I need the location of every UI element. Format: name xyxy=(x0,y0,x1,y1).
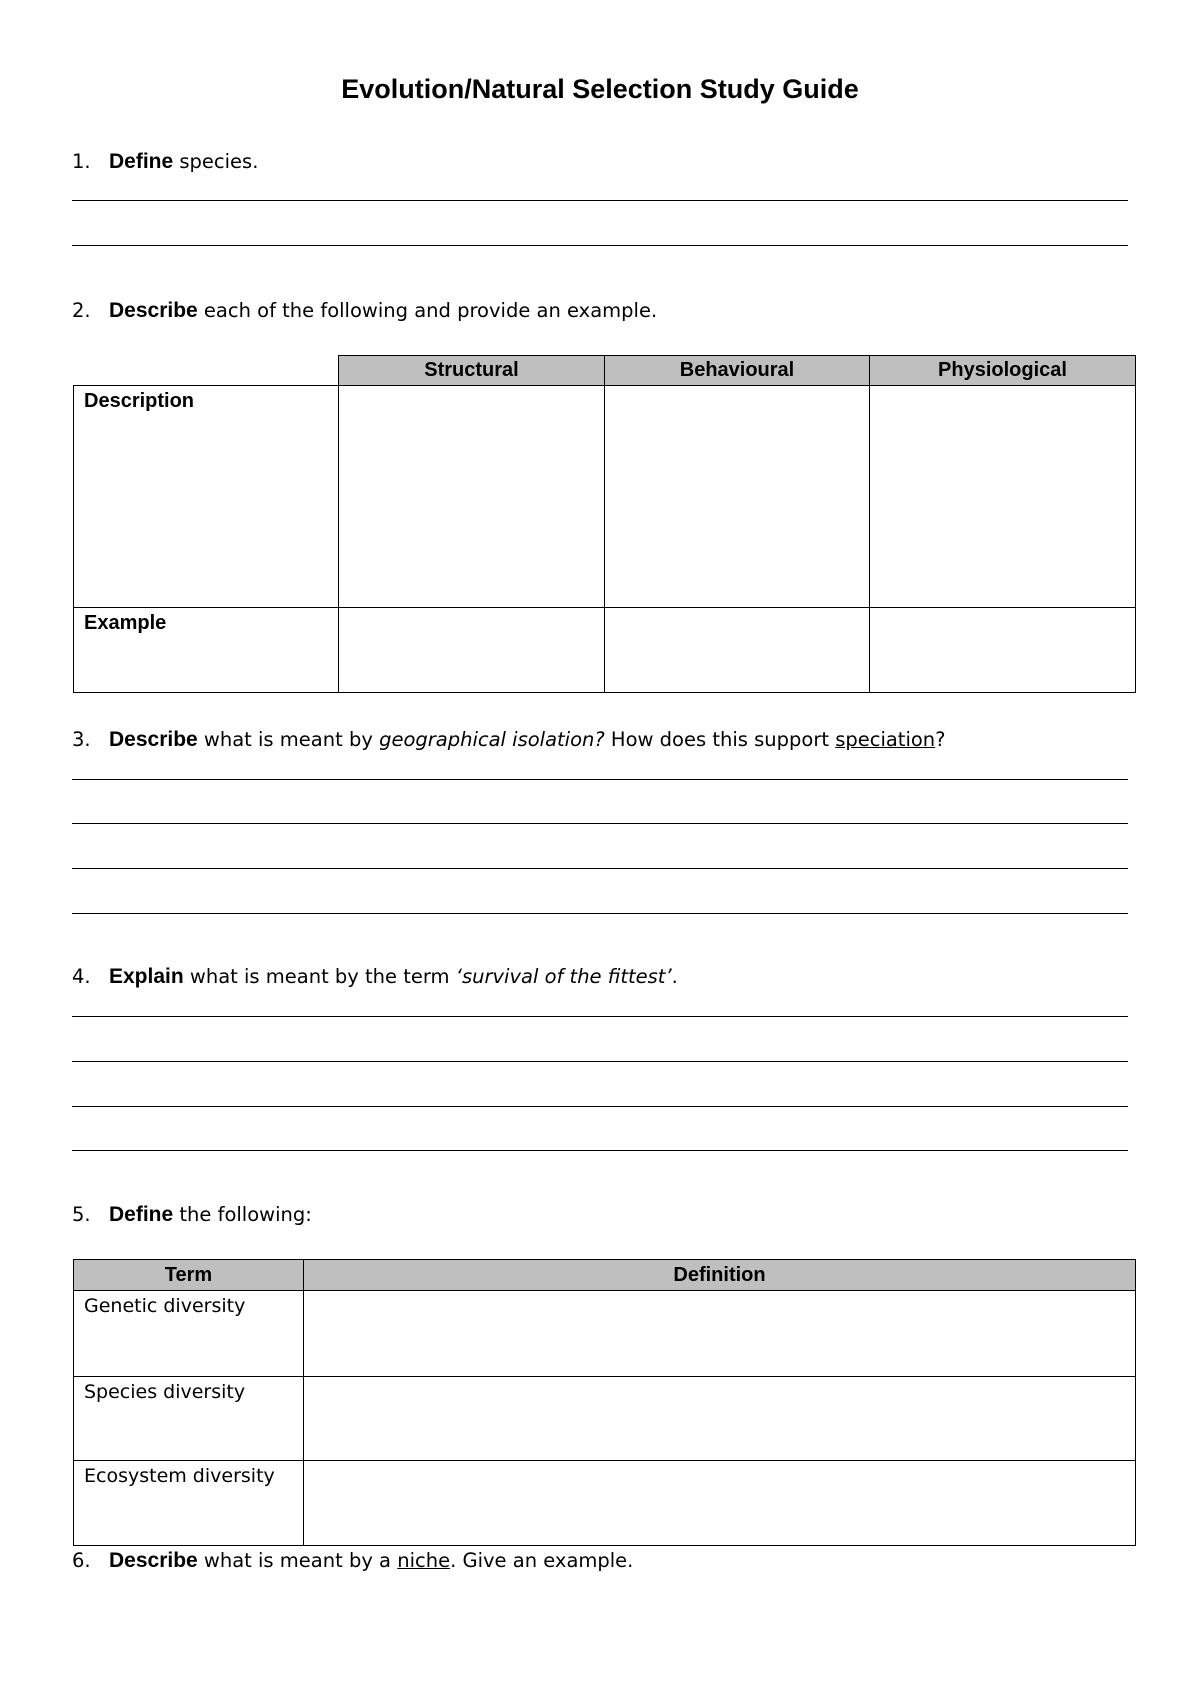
question-text: each of the following and provide an example. xyxy=(197,299,658,322)
question-verb: Describe xyxy=(109,728,198,751)
question-text: species. xyxy=(173,150,259,173)
page-title: Evolution/Natural Selection Study Guide xyxy=(341,74,859,104)
question-text: what is meant by xyxy=(197,728,380,751)
question-verb: Define xyxy=(109,150,174,173)
question-number: 1. xyxy=(72,150,91,173)
row-label-description: Description xyxy=(74,386,339,608)
term-cell: Genetic diversity xyxy=(74,1291,304,1377)
question-text: . Give an example. xyxy=(450,1549,634,1572)
column-header-term: Term xyxy=(74,1260,304,1291)
answer-line[interactable] xyxy=(72,1106,1128,1107)
answer-cell[interactable] xyxy=(870,608,1136,693)
answer-line[interactable] xyxy=(72,868,1128,869)
answer-cell[interactable] xyxy=(339,386,605,608)
definition-cell[interactable] xyxy=(304,1377,1136,1461)
column-header-structural: Structural xyxy=(339,356,605,386)
question-text: what is meant by a xyxy=(197,1549,398,1572)
question-2 xyxy=(72,299,657,323)
question-5 xyxy=(72,1203,312,1227)
term-cell: Ecosystem diversity xyxy=(74,1461,304,1546)
question-verb: Explain xyxy=(109,965,184,988)
adaptation-table xyxy=(73,355,1136,693)
answer-line[interactable] xyxy=(72,779,1128,780)
question-verb: Describe xyxy=(109,1549,198,1572)
answer-line[interactable] xyxy=(72,823,1128,824)
answer-cell[interactable] xyxy=(870,386,1136,608)
definition-cell[interactable] xyxy=(304,1291,1136,1377)
underlined-term: speciation xyxy=(835,728,936,751)
answer-cell[interactable] xyxy=(339,608,605,693)
definitions-table xyxy=(73,1259,1136,1546)
question-number: 3. xyxy=(72,728,91,751)
question-text: . xyxy=(671,965,678,988)
question-text: ? xyxy=(935,728,946,751)
italic-term: ‘survival of the fittest’ xyxy=(455,965,672,988)
answer-line[interactable] xyxy=(72,1150,1128,1151)
empty-corner-cell xyxy=(74,356,339,386)
answer-line[interactable] xyxy=(72,1016,1128,1017)
answer-line[interactable] xyxy=(72,200,1128,201)
question-6 xyxy=(72,1549,633,1573)
question-text: what is meant by the term xyxy=(183,965,456,988)
question-number: 5. xyxy=(72,1203,91,1226)
row-label-example: Example xyxy=(74,608,339,693)
italic-term: geographical isolation? xyxy=(379,728,605,751)
answer-cell[interactable] xyxy=(605,608,870,693)
answer-cell[interactable] xyxy=(605,386,870,608)
column-header-behavioural: Behavioural xyxy=(605,356,870,386)
question-number: 4. xyxy=(72,965,91,988)
question-text: the following: xyxy=(173,1203,312,1226)
question-verb: Define xyxy=(109,1203,174,1226)
answer-line[interactable] xyxy=(72,913,1128,914)
underlined-term: niche xyxy=(397,1549,451,1572)
question-3 xyxy=(72,728,946,752)
question-number: 6. xyxy=(72,1549,91,1572)
term-cell: Species diversity xyxy=(74,1377,304,1461)
question-verb: Describe xyxy=(109,299,198,322)
question-1 xyxy=(72,150,258,174)
question-number: 2. xyxy=(72,299,91,322)
definition-cell[interactable] xyxy=(304,1461,1136,1546)
column-header-definition: Definition xyxy=(304,1260,1136,1291)
question-text: How does this support xyxy=(604,728,836,751)
column-header-physiological: Physiological xyxy=(870,356,1136,386)
answer-line[interactable] xyxy=(72,245,1128,246)
question-4 xyxy=(72,965,678,989)
answer-line[interactable] xyxy=(72,1061,1128,1062)
